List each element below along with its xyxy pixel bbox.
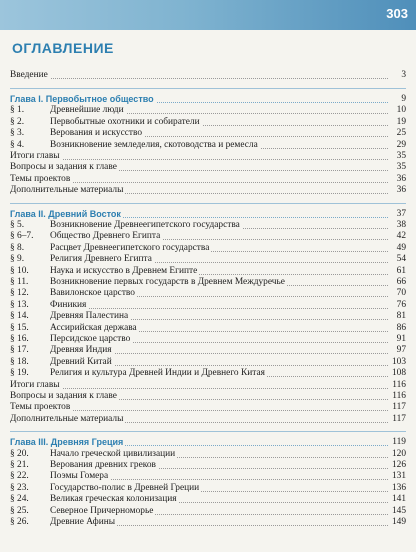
section-title: Расцвет Древнеегипетского государства <box>50 242 210 253</box>
page-ref: 149 <box>388 517 406 528</box>
chapter-title: Глава II. Древний Восток <box>10 208 121 219</box>
section-title: Государство-полис в Древней Греции <box>50 482 200 493</box>
toc-entry <box>10 162 406 173</box>
section-number: § 9. <box>10 254 50 265</box>
toc-entry <box>10 471 406 482</box>
section-title: Вавилонское царство <box>50 288 135 299</box>
page-ref: 136 <box>388 483 406 494</box>
toc-entry <box>10 449 406 460</box>
page-ref: 42 <box>388 231 406 242</box>
chapter-heading <box>10 437 406 448</box>
page-ref: 86 <box>388 323 406 334</box>
page-ref: 49 <box>388 243 406 254</box>
chapter-heading <box>10 209 406 220</box>
toc-entry <box>10 311 406 322</box>
page-ref: 145 <box>388 506 406 517</box>
page-ref: 81 <box>388 311 406 322</box>
page-ref: 126 <box>388 460 406 471</box>
page-ref: 117 <box>388 402 406 413</box>
chapter-divider <box>10 203 406 204</box>
page-ref: 36 <box>388 185 406 196</box>
page-ref: 29 <box>388 140 406 151</box>
section-number: § 18. <box>10 357 50 368</box>
chapter-divider <box>10 431 406 432</box>
page-title: ОГЛАВЛЕНИЕ <box>12 40 114 56</box>
section-title: Верования и искусство <box>50 128 143 139</box>
toc-entry <box>10 220 406 231</box>
section-title: Религия Древнего Египта <box>50 254 152 265</box>
toc-entry <box>10 231 406 242</box>
page-ref: 54 <box>388 254 406 265</box>
page-ref: 61 <box>388 266 406 277</box>
toc-entry <box>10 391 406 402</box>
section-number: § 12. <box>10 288 50 299</box>
section-number: § 2. <box>10 117 50 128</box>
toc-entry <box>10 174 406 185</box>
page-ref: 19 <box>388 117 406 128</box>
dot-leader <box>10 388 388 389</box>
toc-entry <box>10 345 406 356</box>
section-number: § 8. <box>10 243 50 254</box>
page-ref: 35 <box>388 151 406 162</box>
page-ref: 131 <box>388 471 406 482</box>
section-title: Ассирийская держава <box>50 322 137 333</box>
section-number: § 17. <box>10 345 50 356</box>
section-title: Вопросы и задания к главе <box>10 391 117 401</box>
section-title: Наука и искусство в Древнем Египте <box>50 265 198 276</box>
section-title: Первобытные охотники и собиратели <box>50 116 200 127</box>
section-number: § 21. <box>10 460 50 471</box>
page-ref: 76 <box>388 300 406 311</box>
section-number: § 16. <box>10 334 50 345</box>
section-number: § 1. <box>10 105 50 116</box>
section-number: § 23. <box>10 483 50 494</box>
chapter-heading <box>10 94 406 105</box>
page-ref: 9 <box>388 94 406 105</box>
toc-entry <box>10 266 406 277</box>
page-ref: 116 <box>388 391 406 402</box>
toc-entry <box>10 414 406 425</box>
toc-entry <box>10 323 406 334</box>
page-ref: 10 <box>388 105 406 116</box>
toc-entry <box>10 105 406 116</box>
section-title: Древнейшие люди <box>50 105 124 116</box>
section-title: Древние Афины <box>50 517 116 527</box>
section-number: § 3. <box>10 128 50 139</box>
page-ref: 70 <box>388 288 406 299</box>
page-ref: 119 <box>388 437 406 448</box>
toc-entry <box>10 368 406 379</box>
section-number: § 25. <box>10 506 50 517</box>
section-number: § 5. <box>10 220 50 231</box>
section-title: Финикия <box>50 299 87 310</box>
page-ref: 108 <box>388 368 406 379</box>
page-ref: 35 <box>388 162 406 173</box>
section-title: Итоги главы <box>10 379 60 390</box>
section-title: Верования древних греков <box>50 460 156 470</box>
chapter-divider <box>10 88 406 89</box>
section-title: Итоги главы <box>10 151 60 161</box>
section-title: Религия и культура Древней Индии и Древнего Китая <box>50 368 265 379</box>
page-ref: 91 <box>388 334 406 345</box>
toc-entry <box>10 517 406 528</box>
toc-entry <box>10 380 406 391</box>
section-number: § 6–7. <box>10 231 50 242</box>
section-title: Дополнительные материалы <box>10 185 124 196</box>
section-title: Древний Китай <box>50 356 112 367</box>
section-title: Общество Древнего Египта <box>50 231 161 242</box>
page-ref: 141 <box>388 494 406 505</box>
page-number: 303 <box>386 6 408 21</box>
toc-entry <box>10 300 406 311</box>
toc-entry <box>10 140 406 151</box>
toc-entry <box>10 128 406 139</box>
toc-entry <box>10 288 406 299</box>
section-number: § 11. <box>10 277 50 288</box>
toc-entry <box>10 185 406 196</box>
toc-entry <box>10 402 406 413</box>
section-number: § 24. <box>10 494 50 505</box>
page-ref: 3 <box>388 70 406 81</box>
section-number: § 26. <box>10 517 50 528</box>
header-band <box>0 0 416 30</box>
chapter-title: Глава III. Древняя Греция <box>10 437 124 448</box>
section-number: § 4. <box>10 140 50 151</box>
section-title: Древняя Индия <box>50 345 112 356</box>
page-ref: 117 <box>388 414 406 425</box>
section-title: Вопросы и задания к главе <box>10 162 117 173</box>
section-title: Темы проектов <box>10 402 71 413</box>
page-ref: 116 <box>388 380 406 391</box>
page-ref: 36 <box>388 174 406 185</box>
section-title: Поэмы Гомера <box>50 471 109 482</box>
section-number: § 10. <box>10 266 50 277</box>
toc-entry <box>10 460 406 471</box>
page-ref: 120 <box>388 449 406 460</box>
dot-leader <box>10 159 388 160</box>
toc-entry <box>10 117 406 128</box>
page-ref: 38 <box>388 220 406 231</box>
section-title: Древняя Палестина <box>50 311 129 322</box>
section-title: Возникновение Древнеегипетского государства <box>50 220 240 230</box>
section-title: Персидское царство <box>50 334 131 344</box>
toc-entry <box>10 243 406 254</box>
toc-entry <box>10 277 406 288</box>
page-ref: 103 <box>388 357 406 368</box>
toc-entry <box>10 494 406 505</box>
toc-entry <box>10 483 406 494</box>
dot-leader <box>10 78 388 79</box>
section-title: Темы проектов <box>10 173 71 184</box>
section-title: Возникновение первых государств в Древнем Междуречье <box>50 277 285 287</box>
section-title: Введение <box>10 70 48 80</box>
toc-entry <box>10 70 406 81</box>
section-number: § 20. <box>10 449 50 460</box>
section-number: § 13. <box>10 300 50 311</box>
section-number: § 15. <box>10 323 50 334</box>
toc-entry <box>10 334 406 345</box>
section-title: Северное Причерноморье <box>50 505 154 516</box>
section-title: Возникновение земледелия, скотоводства и ремесла <box>50 139 258 150</box>
section-title: Начало греческой цивилизации <box>50 448 176 459</box>
page-ref: 97 <box>388 345 406 356</box>
section-title: Дополнительные материалы <box>10 413 124 424</box>
page-ref: 37 <box>388 209 406 220</box>
chapter-title: Глава I. Первобытное общество <box>10 94 154 104</box>
toc-entry <box>10 254 406 265</box>
section-number: § 19. <box>10 368 50 379</box>
page-ref: 66 <box>388 277 406 288</box>
toc-entry <box>10 506 406 517</box>
page-ref: 25 <box>388 128 406 139</box>
section-number: § 14. <box>10 311 50 322</box>
section-number: § 22. <box>10 471 50 482</box>
toc-entry <box>10 357 406 368</box>
toc-entry <box>10 151 406 162</box>
section-title: Великая греческая колонизация <box>50 494 177 505</box>
